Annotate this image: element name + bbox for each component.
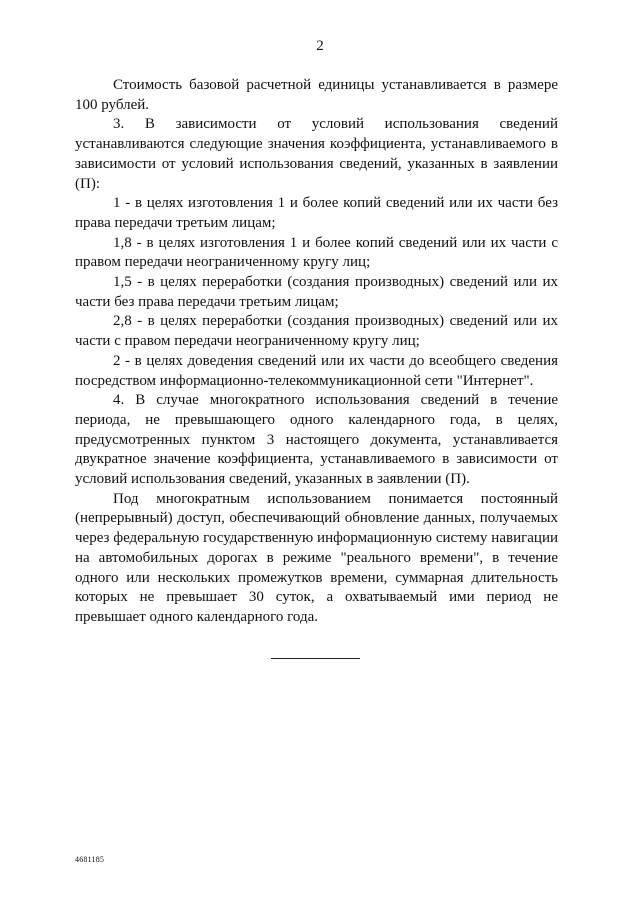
coefficient-item-2: 2 - в целях доведения сведений или их части до всеобщего сведения посредством информационно-телекоммуникационной сети "Интернет".	[75, 352, 558, 389]
page-number: 2	[316, 38, 324, 54]
paragraph-multiple-use-definition: Под многократным использованием понимается постоянный (непрерывный) доступ, обеспечивающий обновление данных, получаемых через федеральную государственную информационную систему навигации на автомобильных дорогах в режиме "реального времени", в течение одного или нескольких промежутков времени, суммарная длительность которых не превышает 30 суток, а охватываемый ими период не превышает одного календарного года.	[75, 490, 558, 625]
coefficient-item-2-8: 2,8 - в целях переработки (создания производных) сведений или их части с правом передачи неограниченному кругу лиц;	[75, 313, 558, 350]
paragraph-base-unit-cost: Стоимость базовой расчетной единицы устанавливается в размере 100 рублей.	[75, 77, 558, 113]
coefficient-item-1-5: 1,5 - в целях переработки (создания производных) сведений или их части без права передачи третьим лицам;	[75, 274, 558, 310]
coefficient-item-1-8: 1,8 - в целях изготовления 1 и более копий сведений или их части с правом передачи неограниченному кругу лиц;	[75, 234, 558, 271]
document-id: 4681185	[75, 855, 105, 864]
paragraph-item-4: 4. В случае многократного использования сведений в течение периода, не превышающего одного календарного года, в целях, предусмотренных пунктом 3 настоящего документа, устанавливается двукратное значение коэффициента, устанавливаемого в зависимости от условий использования сведений, указанных в заявлении (П).	[75, 392, 558, 488]
document-body	[75, 76, 558, 628]
coefficient-item-1: 1 - в целях изготовления 1 и более копий сведений или их части без права передачи третьим лицам;	[75, 195, 558, 231]
end-separator-line	[271, 658, 360, 659]
paragraph-item-3: 3. В зависимости от условий использования сведений устанавливаются следующие значения коэффициента, устанавливаемого в зависимости от условий использования сведений, указанных в заявлении (П):	[75, 116, 558, 192]
